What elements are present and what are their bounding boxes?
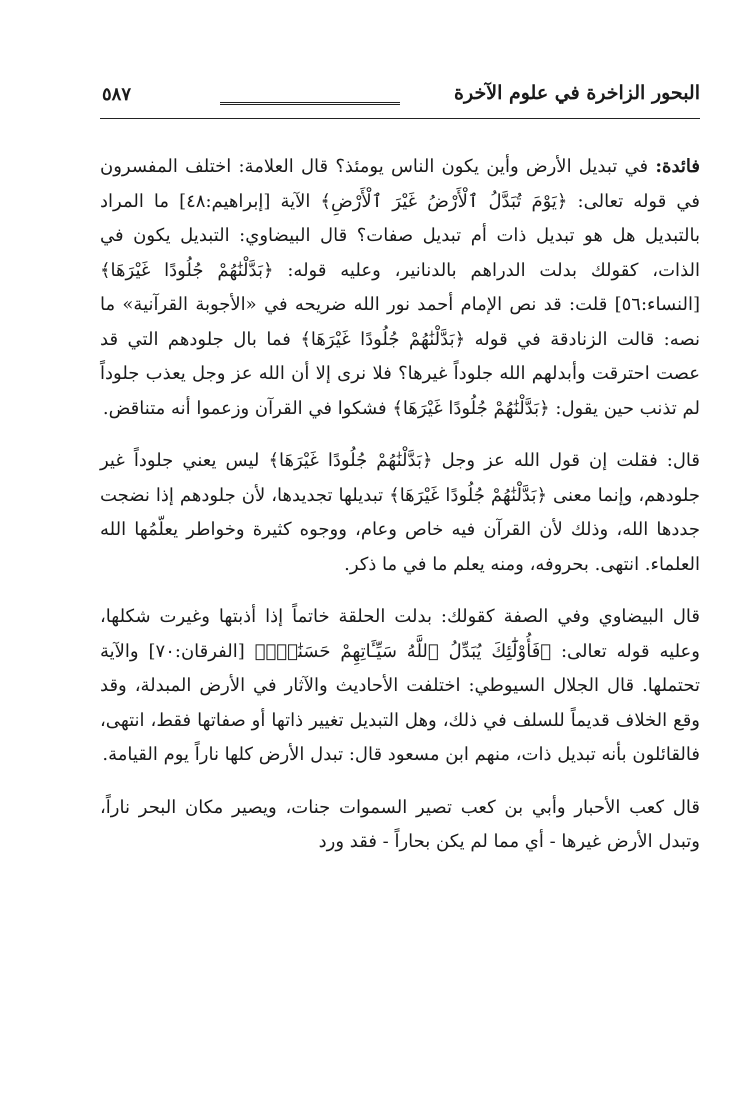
paragraph-lead: فائدة: — [655, 156, 700, 177]
header-ornament-rule — [220, 102, 400, 105]
book-page — [100, 78, 700, 878]
paragraph-text: قال كعب الأحبار وأبي بن كعب تصير السموات جنات، ويصير مكان البحر ناراً، وتبدل الأرض غيرها - أي مما لم يكن بحاراً - فقد ورد — [100, 796, 700, 852]
paragraph-text: قال البيضاوي وفي الصفة كقولك: بدلت الحلقة خاتماً إذا أذبتها وغيرت شكلها، وعليه قوله تعالى: ﴿فَأُوْلَٰٓئِكَ يُبَدِّلُ ٱللَّهُ سَيِّـَٔاتِهِمْ حَسَنَٰتٍۢ﴾ [الفرقان:٧٠] والآية تحتملها. قال الجلال السيوطي: اختلفت الأحاديث والآثار في الأرض المبدلة، وقد وقع الخلاف قديماً للسلف في ذلك، وهل التبديل تغيير ذاتها أو صفاتها فقط، انتهى، فالقائلون بأنه تبديل ذات، منهم ابن مسعود قال: تبدل الأرض كلها ناراً يوم القيامة. — [100, 606, 700, 765]
paragraph-text: قال: فقلت إن قول الله عز وجل ﴿بَدَّلْنَٰهُمْ جُلُودًا غَيْرَهَا﴾ ليس يعني جلوداً غير جلودهم، وإنما معنى ﴿بَدَّلْنَٰهُمْ جُلُودًا غَيْرَهَا﴾ تبديلها تجديدها، لأن جلودهم إذا نضجت جددها الله، وذلك لأن القرآن فيه خاص وعام، ووجوه كثيرة وخواطر يعلّمُها الله العلماء. انتهى. بحروفه، ومنه يعلم ما في ما ذكر. — [100, 450, 700, 575]
paragraph-faida — [100, 150, 700, 426]
paragraph-baydawi — [100, 600, 700, 773]
page-number: ٥٨٧ — [102, 84, 132, 105]
paragraph-kaab — [100, 791, 700, 860]
paragraph-text: في تبديل الأرض وأين يكون الناس يومئذ؟ قال العلامة: اختلف المفسرون في قوله تعالى: ﴿يَوْمَ تُبَدَّلُ ٱلْأَرْضُ غَيْرَ ٱلْأَرْضِ﴾ الآية [إبراهيم:٤٨] ما المراد بالتبديل هل هو تبديل ذات أم تبديل صفات؟ قال البيضاوي: التبديل يكون في الذات، كقولك بدلت الدراهم بالدنانير، وعليه قوله: ﴿بَدَّلْنَٰهُمْ جُلُودًا غَيْرَهَا﴾ [النساء:٥٦] قلت: قد نص الإمام أحمد نور الله ضريحه في «الأجوبة القرآنية» ما نصه: قالت الزنادقة في قوله ﴿بَدَّلْنَٰهُمْ جُلُودًا غَيْرَهَا﴾ فما بال جلودهم التي قد عصت احترقت وأبدلهم الله جلوداً غيرها؟ فلا نرى إلا أن الله عز وجل يعذب جلوداً لم تذنب حين يقول: ﴿بَدَّلْنَٰهُمْ جُلُودًا غَيْرَهَا﴾ فشكوا في القرآن وزعموا أنه متناقض. — [100, 156, 700, 419]
page-header — [100, 78, 700, 122]
running-title: البحور الزاخرة في علوم الآخرة — [454, 82, 700, 104]
header-rule — [100, 118, 700, 119]
page-body — [100, 150, 700, 860]
paragraph-qala — [100, 444, 700, 582]
